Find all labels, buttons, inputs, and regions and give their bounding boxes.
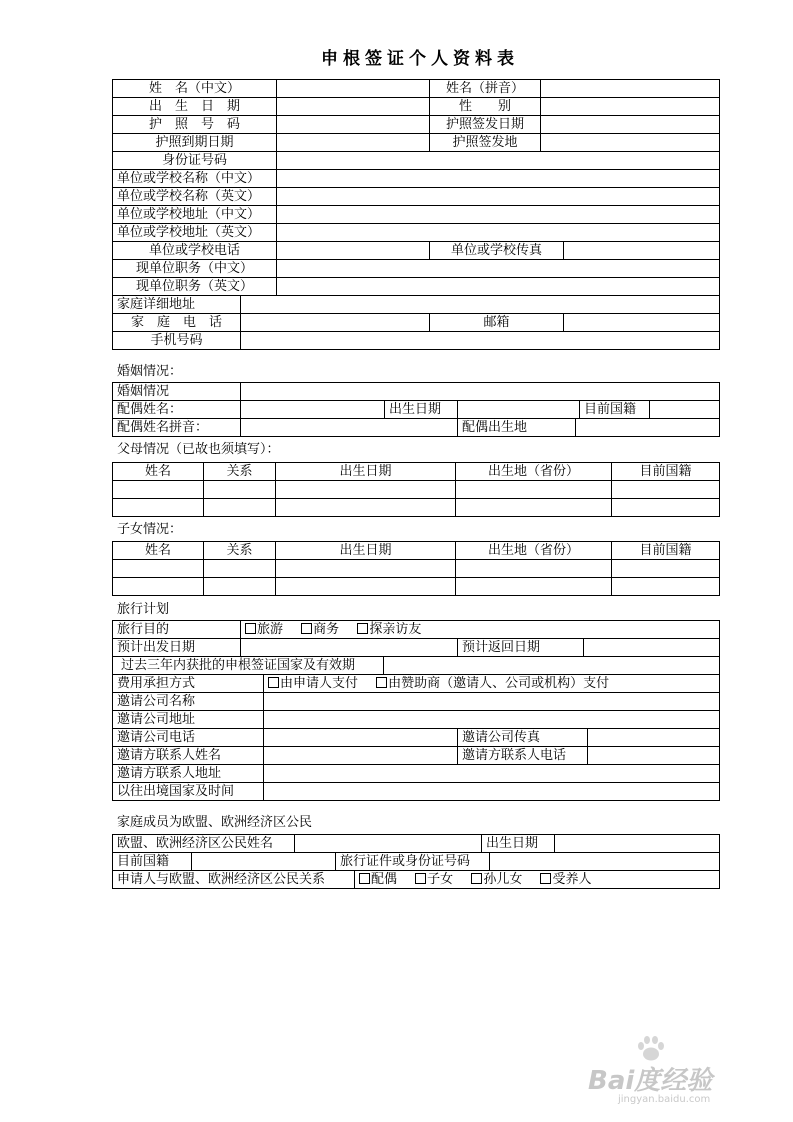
- table-row: [113, 765, 720, 783]
- checkbox-icon[interactable]: [268, 677, 279, 688]
- table-cell[interactable]: [113, 499, 204, 517]
- label-id-no: 身份证号码: [113, 152, 277, 170]
- table-row: [113, 419, 720, 437]
- table-row: [113, 260, 720, 278]
- table-cell[interactable]: [276, 481, 456, 499]
- watermark-text: Bai度经验: [588, 1066, 713, 1096]
- eu-family-table: [112, 834, 720, 889]
- option-sponsor-paid[interactable]: 由赞助商（邀请人、公司或机构）支付: [376, 676, 609, 691]
- label-eu-nationality: 目前国籍: [113, 853, 192, 871]
- checkbox-icon[interactable]: [471, 873, 482, 884]
- label-org-addr-cn: 单位或学校地址（中文）: [113, 206, 277, 224]
- label-contact-phone: 邀请方联系人电话: [458, 747, 588, 765]
- table-row: [113, 871, 720, 889]
- input-gender[interactable]: [541, 98, 720, 116]
- table-row: [113, 853, 720, 871]
- input-org-addr-cn[interactable]: [277, 206, 720, 224]
- label-org-phone: 单位或学校电话: [113, 242, 277, 260]
- input-marital-status[interactable]: [241, 383, 720, 401]
- checkbox-icon[interactable]: [359, 873, 370, 884]
- input-org-addr-en[interactable]: [277, 224, 720, 242]
- table-cell[interactable]: [456, 578, 612, 596]
- table-cell[interactable]: [612, 560, 720, 578]
- label-passport-expiry: 护照到期日期: [113, 134, 277, 152]
- column-header: 出生地（省份）: [456, 463, 612, 481]
- table-cell[interactable]: [276, 499, 456, 517]
- column-header: 姓名: [113, 463, 204, 481]
- table-row: [113, 401, 720, 419]
- cost-options: [264, 675, 720, 693]
- option-self-paid[interactable]: 由申请人支付: [268, 676, 358, 691]
- label-spouse-nationality: 目前国籍: [580, 401, 650, 419]
- table-cell[interactable]: [204, 560, 276, 578]
- label-home-phone: 家 庭 电 话: [113, 314, 241, 332]
- table-cell[interactable]: [456, 499, 612, 517]
- table-cell[interactable]: [456, 560, 612, 578]
- input-position-en[interactable]: [277, 278, 720, 296]
- table-row: [113, 224, 720, 242]
- section-heading-marriage: 婚姻情况：: [117, 364, 183, 379]
- input-contact-addr[interactable]: [264, 765, 720, 783]
- form-title: 申根签证个人资料表: [321, 49, 519, 69]
- travel-purpose-options: [241, 621, 720, 639]
- table-cell[interactable]: [612, 499, 720, 517]
- checkbox-icon[interactable]: [245, 623, 256, 634]
- label-contact-addr: 邀请方联系人地址: [113, 765, 264, 783]
- table-row: [113, 98, 720, 116]
- children-table: [112, 541, 720, 596]
- input-passport-expiry[interactable]: [277, 134, 430, 152]
- label-org-name-en: 单位或学校名称（英文）: [113, 188, 277, 206]
- label-eu-relation: 申请人与欧盟、欧洲经济区公民关系: [113, 871, 355, 889]
- label-travel-purpose: 旅行目的: [113, 621, 241, 639]
- label-inviter-addr: 邀请公司地址: [113, 711, 264, 729]
- table-row: [113, 621, 720, 639]
- input-contact-name[interactable]: [264, 747, 458, 765]
- table-row: [113, 314, 720, 332]
- label-eu-birth-date: 出生日期: [482, 835, 555, 853]
- input-inviter-fax[interactable]: [588, 729, 720, 747]
- watermark-url: jingyan.baidu.com: [618, 1094, 711, 1105]
- table-row: [113, 134, 720, 152]
- input-email[interactable]: [564, 314, 720, 332]
- label-inviter-fax: 邀请公司传真: [458, 729, 588, 747]
- table-row: [113, 783, 720, 801]
- input-passport-issue-date[interactable]: [541, 116, 720, 134]
- input-past-travel[interactable]: [264, 783, 720, 801]
- travel-table: [112, 620, 720, 801]
- table-row: [113, 693, 720, 711]
- input-inviter-addr[interactable]: [264, 711, 720, 729]
- input-passport-issue-place[interactable]: [541, 134, 720, 152]
- table-row: [113, 711, 720, 729]
- label-home-addr: 家庭详细地址: [113, 296, 241, 314]
- checkbox-icon[interactable]: [540, 873, 551, 884]
- table-cell[interactable]: [204, 481, 276, 499]
- input-spouse-name[interactable]: [241, 401, 385, 419]
- table-cell[interactable]: [204, 578, 276, 596]
- column-header: 出生日期: [276, 463, 456, 481]
- label-spouse-name: 配偶姓名：: [113, 401, 241, 419]
- table-row: [113, 481, 720, 499]
- table-cell[interactable]: [612, 481, 720, 499]
- eu-relation-options: [355, 871, 720, 889]
- label-passport-issue-place: 护照签发地: [430, 134, 541, 152]
- label-org-fax: 单位或学校传真: [430, 242, 564, 260]
- input-spouse-birthplace[interactable]: [576, 419, 720, 437]
- option-dependent[interactable]: 受养人: [540, 872, 591, 887]
- table-row: [113, 499, 720, 517]
- table-cell[interactable]: [276, 560, 456, 578]
- input-home-phone[interactable]: [241, 314, 430, 332]
- option-grandchild[interactable]: 孙儿女: [471, 872, 522, 887]
- input-birth-date[interactable]: [277, 98, 430, 116]
- label-email: 邮箱: [430, 314, 564, 332]
- input-name-py[interactable]: [541, 80, 720, 98]
- label-cost: 费用承担方式: [113, 675, 264, 693]
- table-row: [113, 560, 720, 578]
- column-header: 关系: [204, 463, 276, 481]
- label-depart-date: 预计出发日期: [113, 639, 241, 657]
- option-spouse[interactable]: 配偶: [359, 872, 397, 887]
- column-header: 出生地（省份）: [456, 542, 612, 560]
- table-row: [113, 80, 720, 98]
- table-row: [113, 675, 720, 693]
- table-cell[interactable]: [113, 560, 204, 578]
- label-contact-name: 邀请方联系人姓名: [113, 747, 264, 765]
- input-eu-doc-no[interactable]: [490, 853, 720, 871]
- table-cell[interactable]: [456, 481, 612, 499]
- label-org-addr-en: 单位或学校地址（英文）: [113, 224, 277, 242]
- input-org-phone[interactable]: [277, 242, 430, 260]
- checkbox-icon[interactable]: [301, 623, 312, 634]
- personal-info-table: [112, 79, 720, 350]
- label-org-name-cn: 单位或学校名称（中文）: [113, 170, 277, 188]
- table-row: [113, 639, 720, 657]
- table-row: [113, 242, 720, 260]
- label-inviter-company: 邀请公司名称: [113, 693, 264, 711]
- label-name-py: 姓名（拼音）: [430, 80, 541, 98]
- table-row: [113, 170, 720, 188]
- input-spouse-nationality[interactable]: [650, 401, 720, 419]
- table-row: [113, 657, 720, 675]
- input-id-no[interactable]: [277, 152, 720, 170]
- checkbox-icon[interactable]: [376, 677, 387, 688]
- label-position-en: 现单位职务（英文）: [113, 278, 277, 296]
- column-header: 关系: [204, 542, 276, 560]
- label-position-cn: 现单位职务（中文）: [113, 260, 277, 278]
- table-cell[interactable]: [204, 499, 276, 517]
- label-spouse-name-py: 配偶姓名拼音：: [113, 419, 241, 437]
- table-cell[interactable]: [113, 578, 204, 596]
- label-eu-name: 欧盟、欧洲经济区公民姓名: [113, 835, 295, 853]
- label-return-date: 预计返回日期: [458, 639, 584, 657]
- table-row: [113, 206, 720, 224]
- input-org-fax[interactable]: [564, 242, 720, 260]
- column-header: 出生日期: [276, 542, 456, 560]
- input-home-addr[interactable]: [241, 296, 720, 314]
- label-past-travel: 以往出境国家及时间: [113, 783, 264, 801]
- input-position-cn[interactable]: [277, 260, 720, 278]
- option-tourism[interactable]: 旅游: [245, 622, 283, 637]
- label-inviter-phone: 邀请公司电话: [113, 729, 264, 747]
- input-eu-name[interactable]: [295, 835, 482, 853]
- input-eu-birth-date[interactable]: [555, 835, 720, 853]
- column-header: 姓名: [113, 542, 204, 560]
- input-inviter-company[interactable]: [264, 693, 720, 711]
- table-cell[interactable]: [612, 578, 720, 596]
- label-gender: 性 别: [430, 98, 541, 116]
- input-spouse-name-py[interactable]: [241, 419, 458, 437]
- input-org-name-en[interactable]: [277, 188, 720, 206]
- option-business[interactable]: 商务: [301, 622, 339, 637]
- section-heading-travel: 旅行计划: [117, 602, 170, 617]
- label-passport-issue-date: 护照签发日期: [430, 116, 541, 134]
- section-heading-parents: 父母情况（已故也须填写）：: [117, 442, 280, 457]
- input-return-date[interactable]: [584, 639, 720, 657]
- column-header: 目前国籍: [612, 542, 720, 560]
- input-eu-nationality[interactable]: [192, 853, 336, 871]
- table-header-row: [113, 542, 720, 560]
- input-org-name-cn[interactable]: [277, 170, 720, 188]
- table-row: [113, 116, 720, 134]
- checkbox-icon[interactable]: [415, 873, 426, 884]
- marriage-table: [112, 382, 720, 437]
- input-inviter-phone[interactable]: [264, 729, 458, 747]
- input-contact-phone[interactable]: [588, 747, 720, 765]
- table-header-row: [113, 463, 720, 481]
- section-heading-eu-family: 家庭成员为欧盟、欧洲经济区公民: [117, 815, 313, 830]
- input-passport-no[interactable]: [277, 116, 430, 134]
- table-row: [113, 578, 720, 596]
- table-row: [113, 296, 720, 314]
- option-visit-family[interactable]: 探亲访友: [357, 622, 421, 637]
- input-depart-date[interactable]: [241, 639, 458, 657]
- table-cell[interactable]: [113, 481, 204, 499]
- table-row: [113, 278, 720, 296]
- table-row: [113, 152, 720, 170]
- label-spouse-birth-date: 出生日期: [385, 401, 458, 419]
- label-mobile: 手机号码: [113, 332, 241, 350]
- option-child[interactable]: 子女: [415, 872, 453, 887]
- input-spouse-birth-date[interactable]: [458, 401, 580, 419]
- table-row: [113, 383, 720, 401]
- checkbox-icon[interactable]: [357, 623, 368, 634]
- table-row: [113, 747, 720, 765]
- table-cell[interactable]: [276, 578, 456, 596]
- label-name-cn: 姓 名（中文）: [113, 80, 277, 98]
- table-row: [113, 188, 720, 206]
- label-past-visas: 过去三年内获批的申根签证国家及有效期: [113, 657, 384, 675]
- label-spouse-birthplace: 配偶出生地: [458, 419, 576, 437]
- table-row: [113, 835, 720, 853]
- label-birth-date: 出 生 日 期: [113, 98, 277, 116]
- section-heading-children: 子女情况：: [117, 522, 183, 537]
- parents-table: [112, 462, 720, 517]
- input-past-visas[interactable]: [384, 657, 720, 675]
- label-marital-status: 婚姻情况: [113, 383, 241, 401]
- label-eu-doc-no: 旅行证件或身份证号码: [336, 853, 490, 871]
- input-mobile[interactable]: [241, 332, 720, 350]
- table-row: [113, 729, 720, 747]
- label-passport-no: 护 照 号 码: [113, 116, 277, 134]
- table-row: [113, 332, 720, 350]
- input-name-cn[interactable]: [277, 80, 430, 98]
- column-header: 目前国籍: [612, 463, 720, 481]
